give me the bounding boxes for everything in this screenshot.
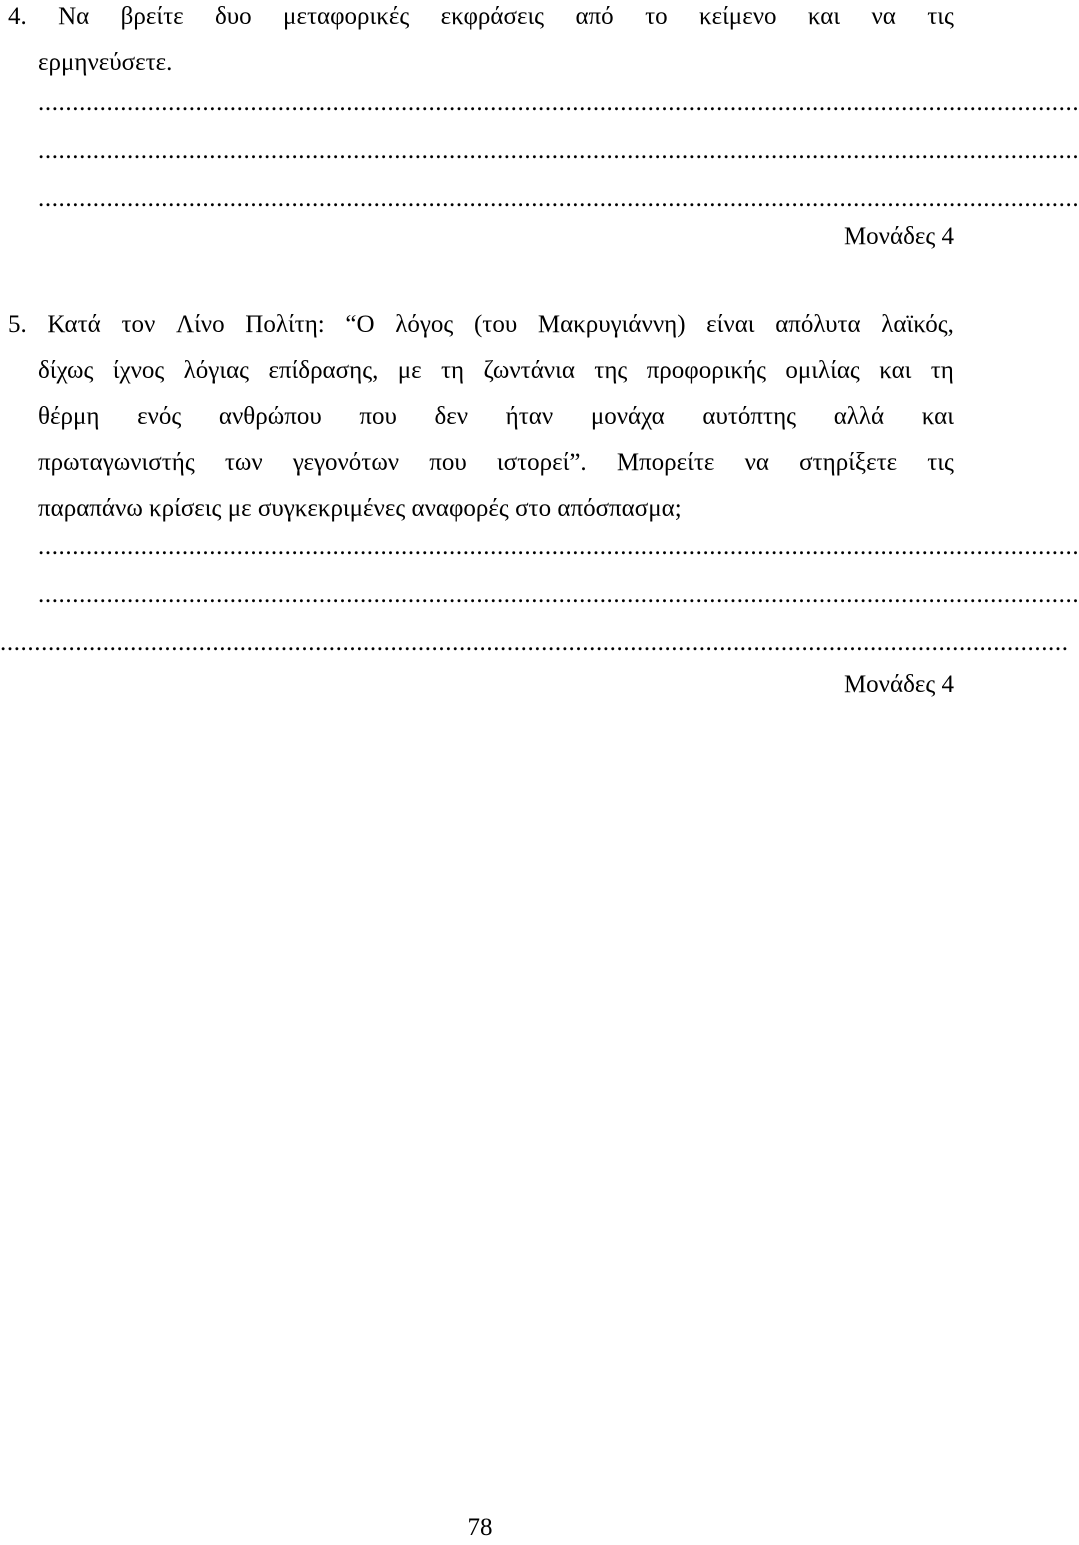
question-5-number: 5. xyxy=(8,311,27,338)
q5-word: (του xyxy=(473,311,518,338)
answer-line[interactable]: ........................................................................................................................................................ xyxy=(38,533,1079,560)
q4-word: Να xyxy=(58,3,90,30)
q5-word: Κατά xyxy=(47,311,101,338)
q5-word: με xyxy=(397,357,422,384)
answer-line[interactable]: ........................................................................................................................................................ xyxy=(38,185,1079,212)
q5-word: ανθρώπου xyxy=(218,403,322,430)
q5-word: δεν xyxy=(434,403,469,430)
question-5-line-2 xyxy=(38,348,954,394)
q5-word: συγκεκριμένες xyxy=(257,495,406,522)
q4-word: δυο xyxy=(215,3,252,30)
q5-word: προφορικής xyxy=(646,357,766,384)
q4-word: βρείτε xyxy=(120,3,184,30)
q5-word: ήταν xyxy=(505,403,554,430)
answer-line[interactable]: ........................................................................................................................................................ xyxy=(38,137,1079,164)
question-4-number: 4. xyxy=(8,3,27,30)
answer-line[interactable]: ........................................................................................................................................................ xyxy=(38,581,1079,608)
question-5-line-4 xyxy=(38,440,954,486)
q5-word: που xyxy=(429,449,467,476)
question-5 xyxy=(8,302,954,532)
q5-word: ίχνος xyxy=(112,357,165,384)
question-4-line-1 xyxy=(8,0,954,40)
q5-word: λαϊκός, xyxy=(881,311,954,338)
q5-word: Μπορείτε xyxy=(616,449,715,476)
q5-word: λόγος xyxy=(395,311,454,338)
q5-word: να xyxy=(744,449,769,476)
q5-word: είναι xyxy=(706,311,755,338)
q5-word: Λίνο xyxy=(175,311,225,338)
question-5-line-1 xyxy=(8,302,954,348)
q5-word: τη xyxy=(930,357,954,384)
q5-word: “Ο xyxy=(345,311,375,338)
q5-word: ομιλίας xyxy=(785,357,860,384)
q5-word: αυτόπτης xyxy=(702,403,797,430)
q5-word: απόσπασμα; xyxy=(557,495,682,522)
question-4 xyxy=(8,0,954,86)
q5-word: γεγονότων xyxy=(292,449,400,476)
q4-word: εκφράσεις xyxy=(440,3,545,30)
q4-word: να xyxy=(871,3,896,30)
q5-word: θέρμη xyxy=(38,403,100,430)
q5-word: πρωταγωνιστής xyxy=(38,449,195,476)
q4-word: κείμενο xyxy=(698,3,777,30)
question-5-marks: Μονάδες 4 xyxy=(843,671,954,698)
q5-word: αναφορές xyxy=(411,495,509,522)
q5-word: στηρίξετε xyxy=(799,449,898,476)
q5-word: Πολίτη: xyxy=(245,311,325,338)
answer-line[interactable]: ............................................................................................................................................................ xyxy=(0,629,1069,656)
q4-word: το xyxy=(645,3,668,30)
q5-word: Μακρυγιάννη) xyxy=(537,311,686,338)
answer-line[interactable]: ........................................................................................................................................................ xyxy=(38,89,1079,116)
q5-word: ενός xyxy=(137,403,182,430)
q5-word: στο xyxy=(515,495,552,522)
q5-word: κρίσεις xyxy=(149,495,222,522)
q5-word: που xyxy=(359,403,397,430)
q5-word: με xyxy=(227,495,252,522)
q5-word: ιστορεί”. xyxy=(496,449,587,476)
q4-word: και xyxy=(807,3,841,30)
q5-word: αλλά xyxy=(833,403,885,430)
q4-word: τις xyxy=(927,3,954,30)
q5-word: και xyxy=(879,357,912,384)
q5-word: των xyxy=(224,449,263,476)
question-4-line-2: ερμηνεύσετε. xyxy=(38,49,173,76)
q5-word: τον xyxy=(121,311,156,338)
q5-word: ζωντάνια xyxy=(483,357,575,384)
question-5-body xyxy=(8,348,954,532)
q5-word: επίδρασης, xyxy=(268,357,379,384)
q5-word: παραπάνω xyxy=(38,495,143,522)
page-number: 78 xyxy=(467,1514,493,1541)
q4-word: μεταφορικές xyxy=(283,3,410,30)
q5-word: τη xyxy=(440,357,465,384)
q5-word: μονάχα xyxy=(590,403,665,430)
q5-word: και xyxy=(921,403,954,430)
q5-word: τις xyxy=(927,449,954,476)
q5-word: δίχως xyxy=(38,357,94,384)
q5-word: λόγιας xyxy=(183,357,250,384)
q5-word: της xyxy=(594,357,628,384)
q4-word: από xyxy=(575,3,614,30)
q5-word: απόλυτα xyxy=(775,311,861,338)
question-4-marks: Μονάδες 4 xyxy=(843,223,954,250)
question-5-line-3 xyxy=(38,394,954,440)
